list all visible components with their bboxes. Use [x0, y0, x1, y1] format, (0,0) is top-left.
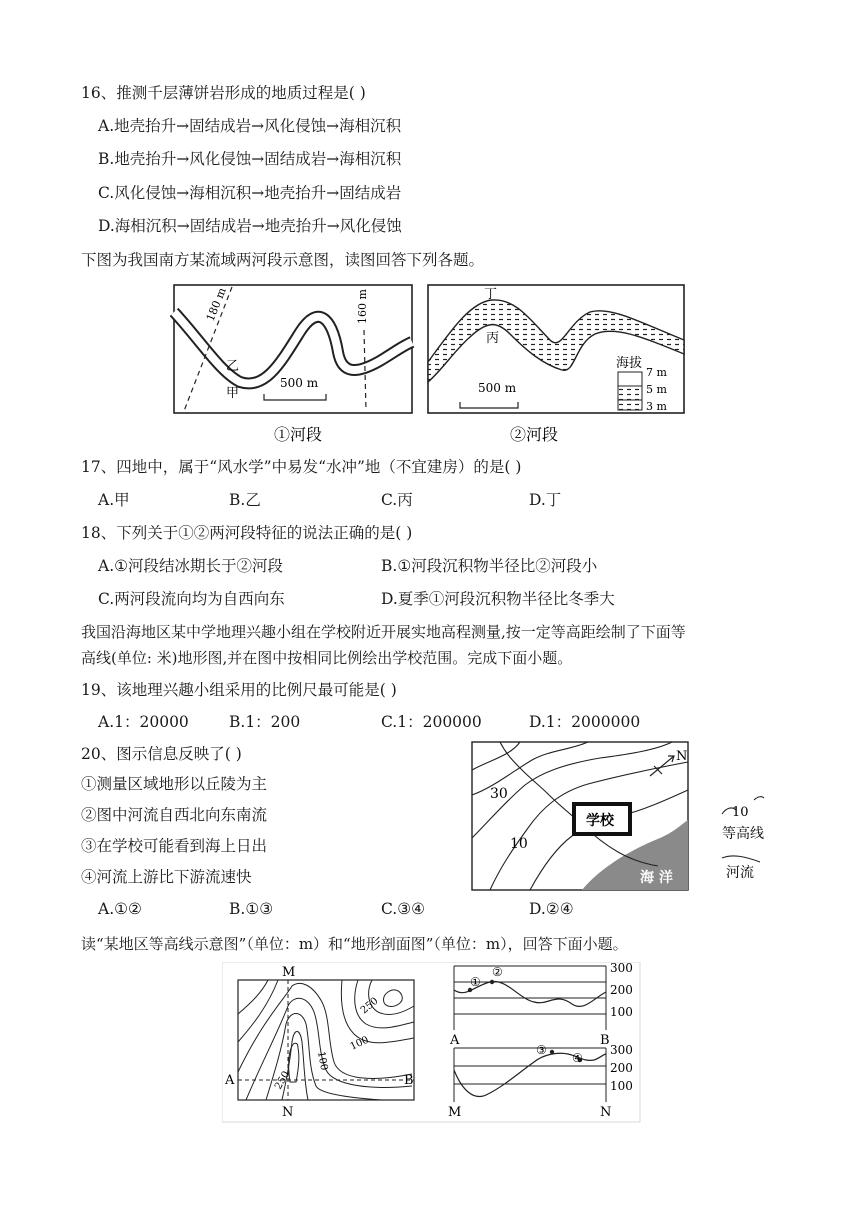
profile-AB-tick-300: 300 [610, 962, 633, 975]
legend-title-elevation: 海拔 [616, 356, 643, 371]
q18-option-b: B.①河段沉积物半径比②河段小 [381, 557, 598, 575]
label-M: M [282, 965, 296, 980]
point-2-label: ② [492, 965, 503, 979]
q19-option-d: D.1：2000000 [529, 713, 641, 731]
q18-option-d: D.夏季①河段沉积物半径比冬季大 [381, 590, 615, 608]
intro-school-line2: 高线(单位: 米)地形图,并在图中按相同比例绘出学校范围。完成下面小题。 [81, 649, 573, 667]
scale-bar-1 [264, 394, 326, 400]
q18-option-a: A.①河段结冰期长于②河段 [98, 557, 284, 575]
q17-option-b: B.乙 [229, 491, 261, 509]
label-ding: 丁 [484, 287, 498, 302]
q17-option-c: C.丙 [381, 491, 413, 509]
river-segments-figure [170, 282, 690, 446]
contour-100-mid: 100 [348, 1034, 371, 1053]
point-3 [550, 1050, 554, 1054]
scale-bar-2 [460, 402, 518, 408]
label-N: N [282, 1105, 294, 1120]
legend-contour-value: 10 [732, 805, 749, 820]
contour-250-top: 250 [358, 995, 381, 1017]
profile-MN-tick-200: 200 [610, 1061, 633, 1075]
q17-option-a: A.甲 [98, 491, 130, 509]
point-4-label: ④ [572, 1051, 583, 1065]
point-1-label: ① [470, 975, 481, 989]
q20-option-b: B.①③ [229, 900, 274, 918]
scale-label-1: 500 m [280, 376, 319, 390]
legend-3m: 3 m [646, 400, 667, 413]
q20-statement-3: ③在学校可能看到海上日出 [81, 837, 268, 855]
profile-AB-tick-100: 100 [610, 1005, 633, 1019]
q19-stem: 19、该地理兴趣小组采用的比例尺最可能是( ) [81, 681, 397, 699]
contour-label-180: 180 m [203, 285, 229, 324]
river-segment-2-diagram [428, 285, 684, 444]
legend-river-symbol [722, 856, 760, 862]
q16-option-a: A.地壳抬升→固结成岩→风化侵蚀→海相沉积 [98, 117, 402, 135]
q20-option-d: D.②④ [529, 900, 574, 918]
point-2 [490, 980, 494, 984]
q19-option-a: A.1：20000 [98, 713, 189, 731]
q16-option-d: D.海相沉积→固结成岩→地壳抬升→风化侵蚀 [98, 217, 402, 235]
school-label: 学校 [586, 813, 614, 829]
q20-option-a: A.①② [98, 900, 142, 918]
contour-and-profile-figure [222, 962, 642, 1124]
label-yi: 乙 [226, 359, 240, 374]
legend-7m: 7 m [646, 366, 667, 379]
profile-MN-right: N [600, 1105, 612, 1120]
profile-MN-tick-300: 300 [610, 1043, 633, 1057]
q20-statement-4: ④河流上游比下游流速快 [81, 868, 252, 886]
q18-option-c: C.两河段流向均为自西向东 [98, 590, 285, 608]
q19-option-c: C.1：200000 [381, 713, 482, 731]
profile-AB-left: A [450, 1033, 460, 1048]
profile-AB-tick-200: 200 [610, 983, 633, 997]
contour-100-right: 100 [315, 1050, 330, 1072]
legend-contour-label: 等高线 [722, 826, 764, 842]
point-3-label: ③ [536, 1043, 547, 1057]
q18-stem: 18、下列关于①②两河段特征的说法正确的是( ) [81, 524, 413, 542]
intro-last: 读“某地区等高线示意图”（单位：m）和“地形剖面图”（单位：m），回答下面小题。 [81, 935, 628, 953]
contour-label-10: 10 [510, 836, 528, 852]
river-segment-1-diagram [174, 285, 412, 444]
q16-option-c: C.风化侵蚀→海相沉积→地壳抬升→固结成岩 [98, 184, 402, 202]
label-B: B [404, 1073, 414, 1088]
q20-statement-2: ②图中河流自西北向东南流 [81, 806, 268, 824]
contour-label-30: 30 [490, 786, 508, 802]
profile-MN-tick-100: 100 [610, 1079, 633, 1093]
profile-MN-left: M [448, 1105, 462, 1120]
q20-statement-1: ①测量区域地形以丘陵为主 [81, 775, 268, 793]
caption-segment-1: ①河段 [274, 425, 323, 444]
label-bing: 丙 [486, 331, 500, 346]
sea-label: 海 洋 [640, 870, 673, 886]
legend-box-3m [618, 400, 642, 410]
q16-stem: 16、推测千层薄饼岩形成的地质过程是( ) [81, 84, 366, 102]
legend-5m: 5 m [646, 383, 667, 396]
contour-map [224, 965, 414, 1120]
q17-option-d: D.丁 [529, 491, 562, 509]
legend-box-7m [618, 372, 642, 386]
q20-stem: 20、图示信息反映了( ) [81, 745, 242, 763]
intro-rivers: 下图为我国南方某流域两河段示意图，读图回答下列各题。 [81, 251, 485, 269]
q20-option-c: C.③④ [381, 900, 426, 918]
q16-option-b: B.地壳抬升→风化侵蚀→固结成岩→海相沉积 [98, 150, 402, 168]
scale-label-2: 500 m [478, 381, 517, 395]
north-label: N [676, 749, 688, 764]
caption-segment-2: ②河段 [510, 425, 559, 444]
label-A: A [225, 1073, 235, 1088]
q19-option-b: B.1：200 [229, 713, 301, 731]
profile-AB-right: B [600, 1033, 610, 1048]
label-jia: 甲 [226, 386, 240, 401]
contour-250-bottom: 250 [273, 1069, 293, 1092]
contour-label-160: 160 m [356, 289, 369, 324]
intro-school-line1: 我国沿海地区某中学地理兴趣小组在学校附近开展实地高程测量,按一定等高距绘制了下面等 [81, 623, 686, 641]
q17-stem: 17、四地中，属于“风水学”中易发“水冲”地（不宜建房）的是( ) [81, 458, 522, 476]
legend-box-5m [618, 386, 642, 400]
school-contour-map [470, 740, 780, 892]
legend-river-label: 河流 [726, 865, 754, 881]
